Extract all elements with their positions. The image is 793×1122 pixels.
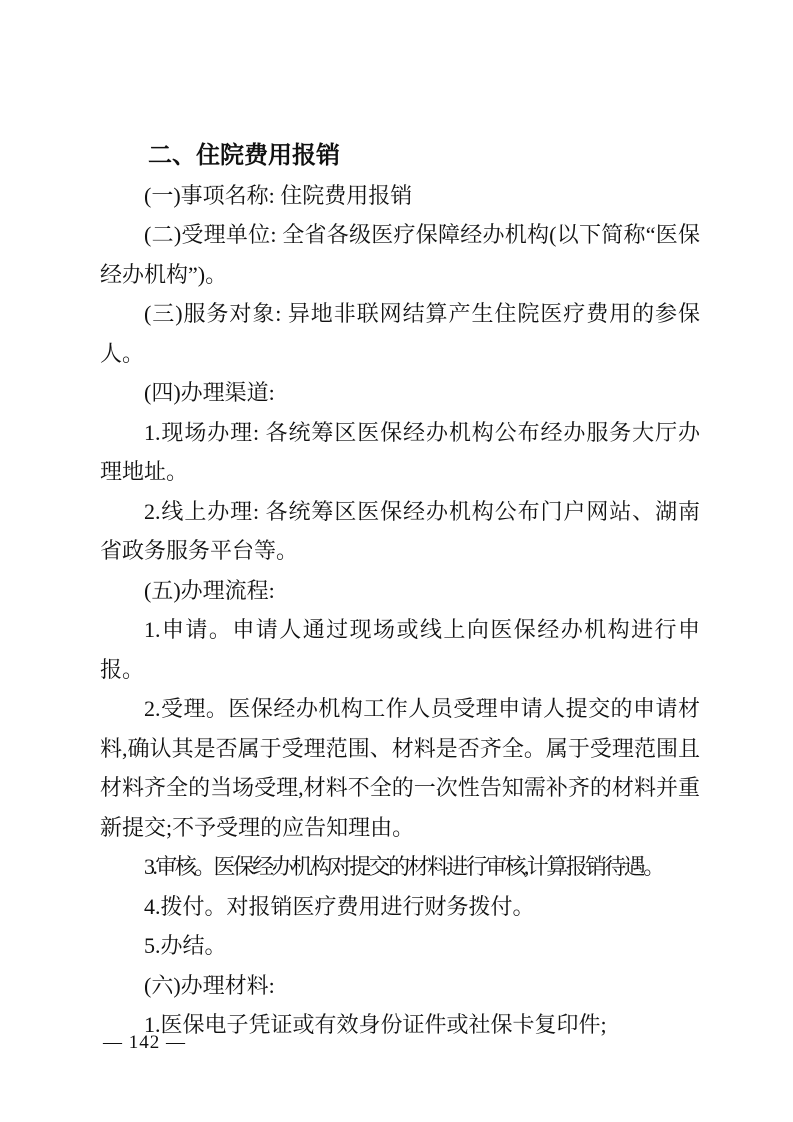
paragraph-process-label: (五)办理流程: bbox=[144, 577, 275, 603]
page-number: — 142 — bbox=[103, 1032, 186, 1053]
paragraph-step-review: 3.审核。医保经办机构对提交的材料进行审核,计算报销待遇。 bbox=[144, 854, 663, 879]
paragraph-item-name: (一)事项名称: 住院费用报销 bbox=[144, 182, 413, 208]
paragraph-accepting-unit: (二)受理单位: 全省各级医疗保障经办机构(以下简称“医保经办机构”)。 bbox=[100, 222, 700, 287]
paragraph-channel-onsite: 1.现场办理: 各统筹区医保经办机构公布经办服务大厅办理地址。 bbox=[100, 419, 700, 484]
section-heading: 二、住院费用报销 bbox=[148, 142, 340, 169]
paragraph-step-apply: 1.申请。申请人通过现场或线上向医保经办机构进行申报。 bbox=[100, 617, 700, 682]
paragraph-step-accept: 2.受理。医保经办机构工作人员受理申请人提交的申请材料,确认其是否属于受理范围、材料是否齐全。属于受理范围且材料齐全的当场受理,材料不全的一次性告知需补齐的材料并重新提交;不予受理的应告知理由。 bbox=[100, 696, 700, 840]
paragraph-channels-label: (四)办理渠道: bbox=[144, 380, 275, 405]
paragraph-channel-online: 2.线上办理: 各统筹区医保经办机构公布门户网站、湖南省政务服务平台等。 bbox=[100, 498, 700, 563]
paragraph-step-payment: 4.拨付。对报销医疗费用进行财务拨付。 bbox=[144, 893, 535, 919]
document-body bbox=[100, 136, 700, 1045]
paragraph-material-id: 1.医保电子凭证或有效身份证件或社保卡复印件; bbox=[144, 1012, 607, 1037]
paragraph-service-target: (三)服务对象: 异地非联网结算产生住院医疗费用的参保人。 bbox=[100, 301, 700, 366]
paragraph-materials-label: (六)办理材料: bbox=[144, 972, 275, 998]
paragraph-step-complete: 5.办结。 bbox=[144, 933, 227, 958]
